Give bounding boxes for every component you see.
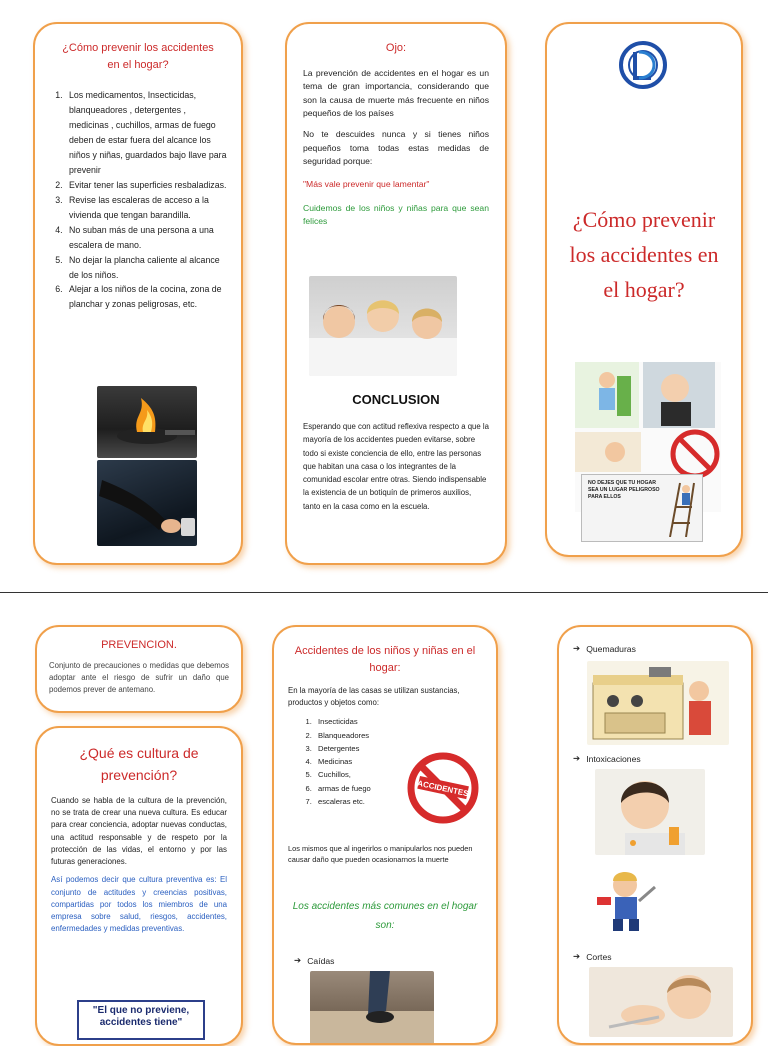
list-item: 4. No suban más de una persona a una escalera de mano. bbox=[65, 223, 227, 253]
no-accidents-sign bbox=[406, 751, 480, 825]
falls-label: Caídas bbox=[307, 955, 335, 966]
panel-accidentes bbox=[272, 625, 498, 1045]
cutting-illustration bbox=[595, 867, 659, 933]
panel-prevencion bbox=[35, 625, 243, 713]
poisoning-item bbox=[573, 753, 641, 764]
prevention-list bbox=[49, 88, 227, 312]
cuts-item bbox=[573, 951, 612, 962]
list-item: 3. Detergentes bbox=[314, 742, 482, 755]
list-item: 6. Alejar a los niños de la cocina, zona de planchar y zonas peligrosas, etc. bbox=[65, 282, 227, 312]
list-item: 5. No dejar la plancha caliente al alcance de los niños. bbox=[65, 253, 227, 283]
arrow-bullet-icon: ➔ bbox=[573, 643, 581, 653]
arrow-bullet-icon: ➔ bbox=[294, 955, 302, 965]
list-item: 1. Los medicamentos, Insecticidas, blanqueadores , detergentes , medicinas , cuchillos, armas de fuego deben de estar fuera del alcance los niños y niñas, guardados bajo llave para prevenir bbox=[65, 88, 227, 178]
common-accidents-title: Los accidentes más comunes en el hogar son: bbox=[292, 901, 478, 931]
panel-how-to-prevent bbox=[33, 22, 243, 565]
no-accidents-sign-text: ACCIDENTES bbox=[416, 778, 470, 799]
cuts-photo bbox=[589, 967, 733, 1037]
cultura-paragraph: Cuando se habla de la cultura de la prevención, no se trata de crear una nueva cultura. Es educar para crear conciencia, adoptar nuevas conductas, una actitud responsable y de respeto por la protección de las vidas, el entorno y por las futuras generaciones. bbox=[51, 795, 227, 867]
falls-item bbox=[294, 955, 334, 966]
poisoning-label: Intoxicaciones bbox=[586, 753, 641, 764]
list-item: 1. Insecticidas bbox=[314, 715, 482, 728]
burns-illustration bbox=[587, 661, 729, 745]
prevencion-title: PREVENCION. bbox=[101, 639, 177, 651]
advice-paragraph: No te descuides nunca y si tienes niños pequeños toma todas estas medidas de seguridad porque: bbox=[303, 129, 489, 166]
burns-item bbox=[573, 643, 636, 654]
list-item: 2. Blanqueadores bbox=[314, 729, 482, 742]
saying-badge bbox=[77, 1000, 205, 1040]
cultura-definition: Así podemos decir que cultura preventiva es: El conjunto de actitudes y creencias positivas, compartidas por todos los miembros de una empresa sobre salud, riesgos, accidentes, enfermedades y medidas preventivas. bbox=[51, 875, 227, 934]
saying-text: "El que no previene, accidentes tiene" bbox=[92, 1005, 190, 1028]
panel-title: ¿Cómo prevenir los accidentes en el hogar? bbox=[62, 42, 214, 72]
panel-accident-types bbox=[557, 625, 753, 1045]
arrow-bullet-icon: ➔ bbox=[573, 951, 581, 961]
conclusion-text: Esperando que con actitud reflexiva respecto a que la mayoría de los accidentes pueden evitarse, sobre todo si existe conciencia de ello, entre las personas que habitan una casa o los integrantes de la comunidad escolar entre otras. Siendo indispensable la existencia de un botiquín de primeros auxilios, tanto en la casa como en la escuela. bbox=[303, 422, 489, 511]
green-message: Cuidemos de los niños y niñas para que sean felices bbox=[303, 202, 489, 226]
outlet-hand-photo bbox=[97, 460, 197, 546]
list-item: 6. armas de fuego bbox=[314, 782, 482, 795]
cuts-label: Cortes bbox=[586, 951, 612, 962]
panel-ojo bbox=[285, 22, 507, 565]
danger-text: Los mismos que al ingerirlos o manipularlos nos pueden causar daño que pueden ocasionarnos la muerte bbox=[288, 844, 473, 865]
falls-photo bbox=[310, 971, 434, 1045]
burns-label: Quemaduras bbox=[586, 643, 636, 654]
panel-cover bbox=[545, 22, 743, 557]
list-item: 5. Cuchillos, bbox=[314, 768, 482, 781]
list-item: 2. Evitar tener las superficies resbaladizas. bbox=[65, 178, 227, 193]
school-logo bbox=[615, 38, 671, 92]
arrow-bullet-icon: ➔ bbox=[573, 753, 581, 763]
intro-paragraph: La prevención de accidentes en el hogar es un tema de gran importancia, considerando que son la causa de muerte más frecuente en niños pequeños de los países bbox=[303, 68, 489, 118]
quote-text: "Más vale prevenir que lamentar" bbox=[303, 179, 430, 190]
conclusion-title: CONCLUSION bbox=[352, 392, 440, 407]
cultura-title: ¿Qué es cultura de prevención? bbox=[79, 745, 199, 784]
children-photo bbox=[309, 276, 457, 376]
panel-cultura bbox=[35, 726, 243, 1046]
list-item: 3. Revise las escaleras de acceso a la vivienda que tengan barandilla. bbox=[65, 193, 227, 223]
poisoning-photo bbox=[595, 769, 705, 855]
cover-title: ¿Cómo prevenir los accidentes en el hogar? bbox=[569, 207, 719, 303]
prevencion-text: Conjunto de precauciones o medidas que debemos adoptar ante el riesgo de sufrir un daño que podemos prever de antemano. bbox=[49, 661, 229, 695]
warning-sign-text: NO DEJES QUE TU HOGAR SEA UN LUGAR PELIGROSO PARA ELLOS bbox=[588, 480, 660, 501]
accidentes-title: Accidentes de los niños y niñas en el hogar: bbox=[294, 645, 476, 675]
warning-sign bbox=[581, 474, 703, 542]
page-divider bbox=[0, 592, 768, 593]
accidentes-intro: En la mayoría de las casas se utilizan sustancias, productos y objetos como: bbox=[288, 686, 460, 708]
kitchen-fire-photo bbox=[97, 386, 197, 458]
panel-title: Ojo: bbox=[385, 42, 407, 54]
list-item: 4. Medicinas bbox=[314, 755, 482, 768]
list-item: 7. escaleras etc. bbox=[314, 795, 482, 808]
